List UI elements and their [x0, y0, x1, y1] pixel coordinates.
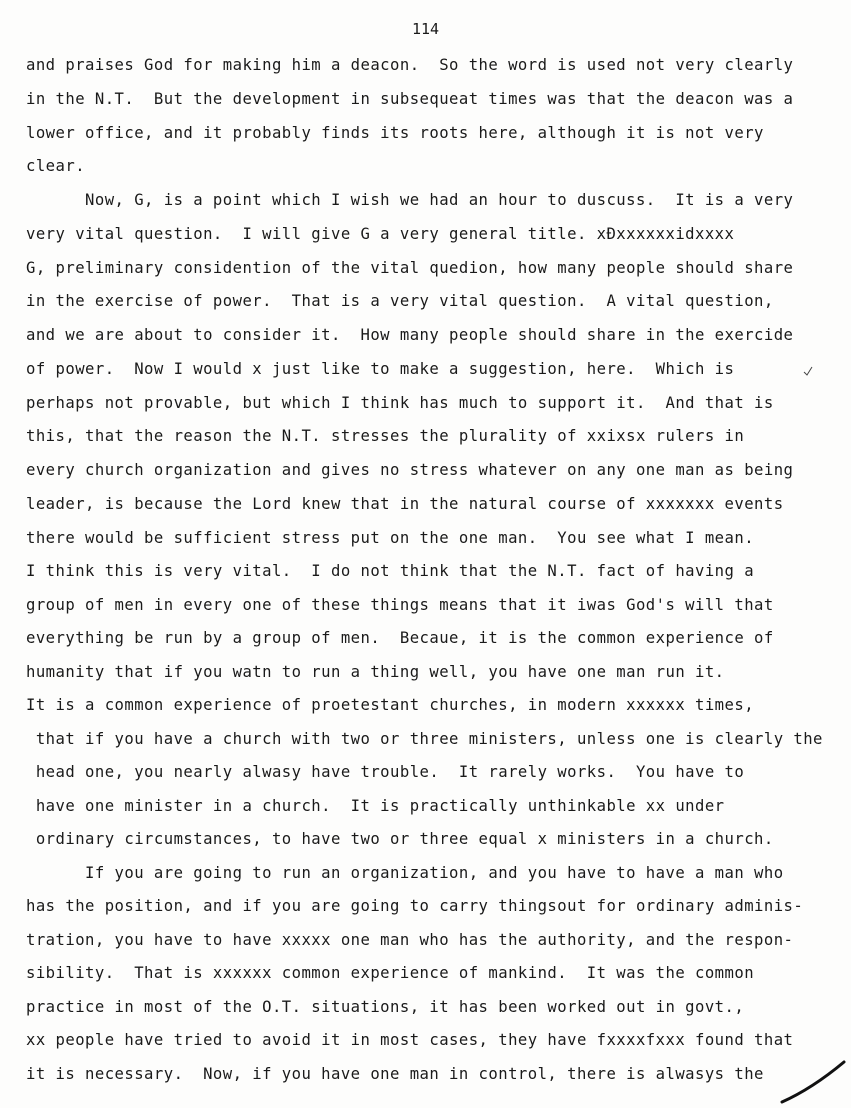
text-line: xx people have tried to avoid it in most cases, they have fxxxxfxxx found that — [26, 1031, 794, 1049]
text-line: there would be sufficient stress put on the one man. You see what I mean. — [26, 529, 755, 547]
text-line: everything be run by a group of men. Becaue, it is the common experience of — [26, 629, 774, 647]
text-line: tration, you have to have xxxxx one man who has the authority, and the respon- — [26, 931, 794, 949]
text-line: head one, you nearly alwasy have trouble. It rarely works. You have to — [26, 763, 745, 781]
text-line: in the N.T. But the development in subsequeat times was that the deacon was a — [26, 90, 794, 108]
text-line: have one minister in a church. It is practically unthinkable xx under — [26, 797, 725, 815]
text-line: sibility. That is xxxxxx common experience of mankind. It was the common — [26, 964, 755, 982]
text-line: Now, G, is a point which I wish we had an hour to duscuss. It is a very — [26, 191, 794, 209]
page-number: 114 — [411, 20, 440, 38]
text-line: every church organization and gives no stress whatever on any one man as being — [26, 461, 794, 479]
text-line: has the position, and if you are going to carry thingsout for ordinary adminis- — [26, 897, 804, 915]
text-line: G, preliminary considention of the vital quedion, how many people should share — [26, 259, 794, 277]
text-line: group of men in every one of these things means that it iwas God's will that — [26, 596, 774, 614]
text-line: and we are about to consider it. How many people should share in the exercide — [26, 326, 794, 344]
text-line: very vital question. I will give G a very general title. xĐxxxxxxidxxxx — [26, 225, 735, 243]
text-line: in the exercise of power. That is a very vital question. A vital question, — [26, 292, 774, 310]
pen-stroke-icon — [780, 1058, 846, 1104]
text-line: practice in most of the O.T. situations, it has been worked out in govt., — [26, 998, 745, 1016]
text-line: If you are going to run an organization, and you have to have a man who — [26, 864, 784, 882]
text-line: of power. Now I would x just like to make a suggestion, here. Which is — [26, 360, 735, 378]
stray-mark-icon — [803, 366, 813, 376]
text-line: clear. — [26, 157, 86, 175]
text-line: that if you have a church with two or three ministers, unless one is clearly the — [26, 730, 823, 748]
text-line: ordinary circumstances, to have two or three equal x ministers in a church. — [26, 830, 774, 848]
text-line: leader, is because the Lord knew that in the natural course of xxxxxxx events — [26, 495, 784, 513]
text-line: It is a common experience of proetestant churches, in modern xxxxxx times, — [26, 696, 755, 714]
text-line: it is necessary. Now, if you have one man in control, there is alwasys the — [26, 1065, 764, 1083]
text-line: this, that the reason the N.T. stresses the plurality of xxixsx rulers in — [26, 427, 745, 445]
text-line: I think this is very vital. I do not think that the N.T. fact of having a — [26, 562, 755, 580]
text-line: and praises God for making him a deacon. So the word is used not very clearly — [26, 56, 794, 74]
text-line: perhaps not provable, but which I think has much to support it. And that is — [26, 394, 774, 412]
text-line: humanity that if you watn to run a thing well, you have one man run it. — [26, 663, 725, 681]
text-line: lower office, and it probably finds its roots here, although it is not very — [26, 124, 764, 142]
